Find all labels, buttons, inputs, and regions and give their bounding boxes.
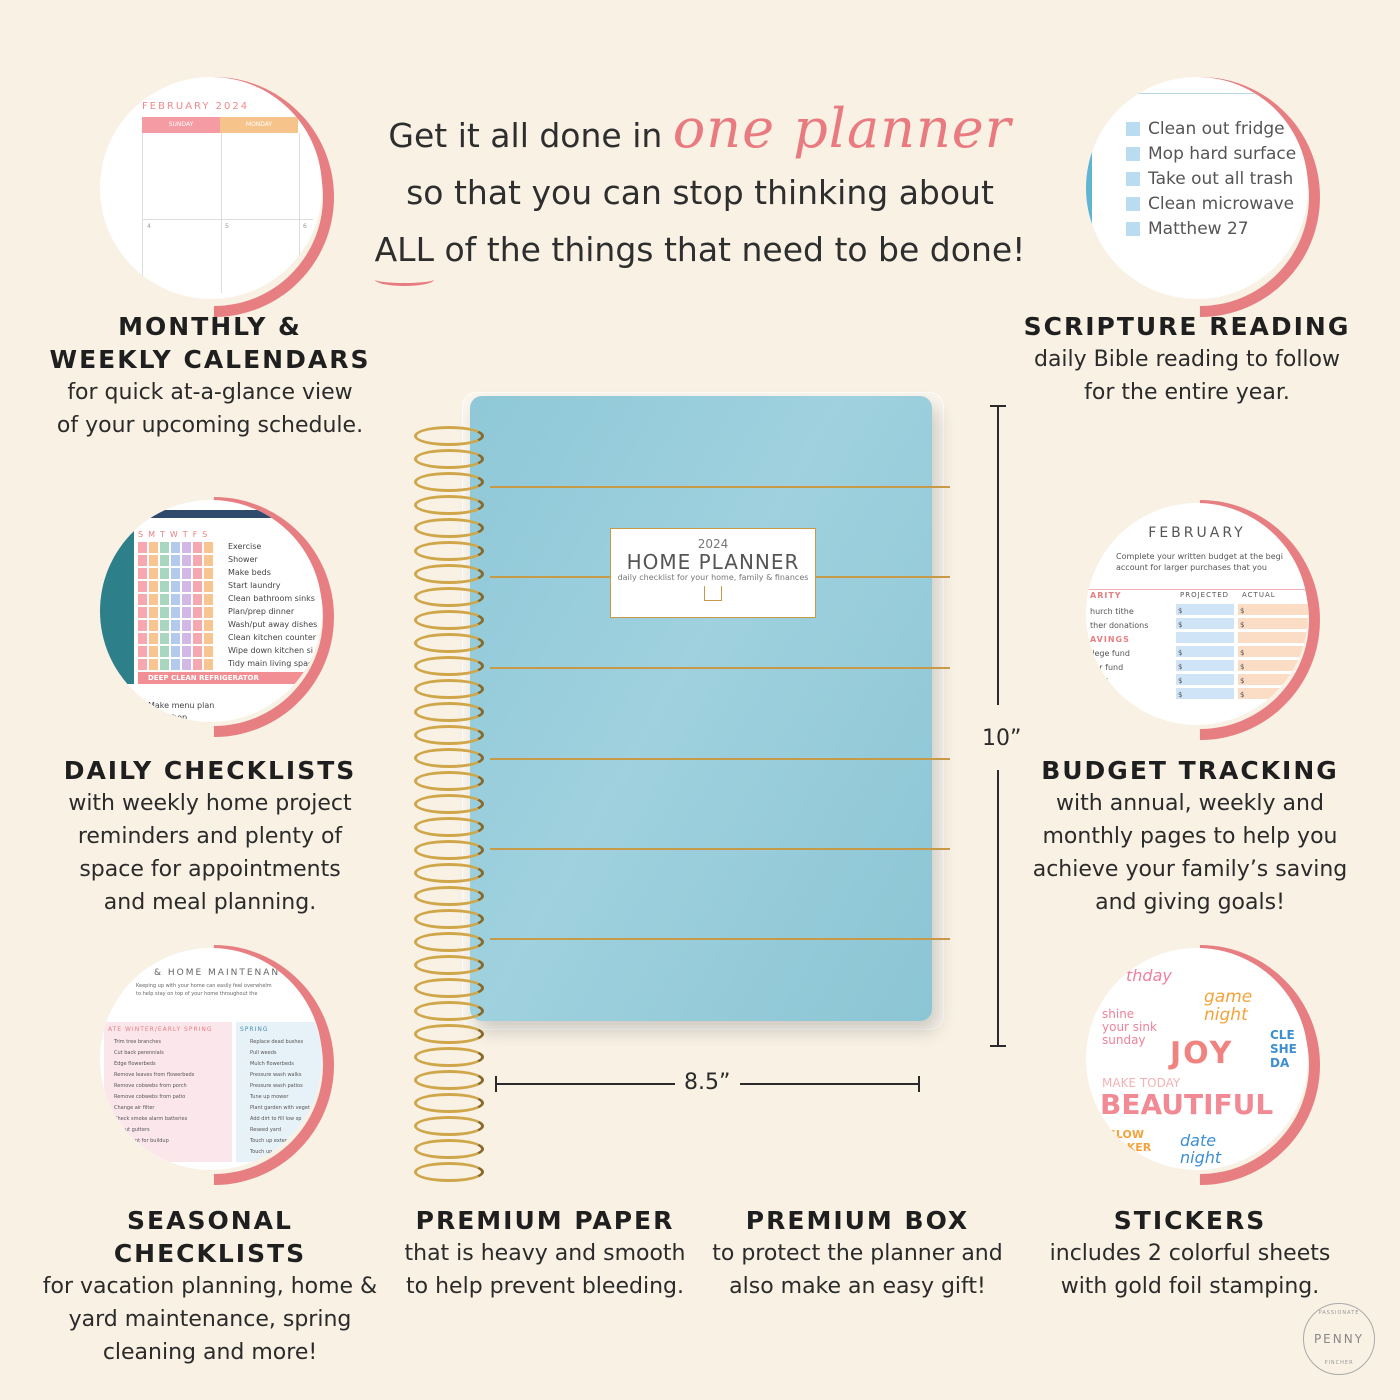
width-dimension-line xyxy=(740,1083,920,1085)
feature-desc: for the entire year. xyxy=(1084,380,1290,405)
calendar-preview xyxy=(100,77,322,299)
gold-stripe xyxy=(490,486,950,488)
budget-currency: $ $ $ $ $ $ xyxy=(1240,607,1245,699)
gold-stripe xyxy=(490,667,950,669)
height-dimension-line xyxy=(997,770,999,1045)
calendar-grid xyxy=(142,133,313,293)
spiral-coil xyxy=(414,495,484,515)
spiral-coil xyxy=(414,725,484,745)
calendar-col-monday: MONDAY xyxy=(220,117,298,133)
spiral-coil xyxy=(414,863,484,883)
feature-desc: includes 2 colorful sheets xyxy=(1049,1241,1331,1266)
feature-desc: for vacation planning, home & xyxy=(42,1274,378,1299)
spiral-coil xyxy=(414,748,484,768)
daily-extra: Make menu plan cery shop xyxy=(148,701,215,722)
sticker: MAKE TODAY xyxy=(1102,1076,1181,1090)
seasonal-checklist-preview xyxy=(100,948,322,1170)
feature-budget-tracking xyxy=(1020,754,1360,919)
feature-title: SEASONAL CHECKLISTS xyxy=(113,1206,307,1268)
logo-text: PENNY xyxy=(1313,1332,1365,1346)
feature-desc: space for appointments xyxy=(79,857,341,882)
planner-cover xyxy=(470,396,932,1021)
checkbox-icon xyxy=(1126,197,1140,211)
spiral-coil xyxy=(414,909,484,929)
logo-top-text: PASSIONATE xyxy=(1318,1310,1360,1316)
headline-line-2: so that you can stop thinking about xyxy=(406,173,994,212)
sticker: game night xyxy=(1204,987,1253,1025)
feature-desc: reminders and plenty of xyxy=(77,824,343,849)
feature-desc: monthly pages to help you xyxy=(1042,824,1338,849)
budget-projected-cells xyxy=(1176,604,1234,700)
budget-section: ARITY xyxy=(1090,591,1122,600)
budget-actual-cells xyxy=(1238,604,1308,700)
daily-project-bar: DEEP CLEAN REFRIGERATOR xyxy=(138,672,322,684)
height-label: 10” xyxy=(982,726,1022,751)
width-label: 8.5” xyxy=(684,1070,731,1095)
seasonal-col-right: SPRING Replace dead bushes Pull weeds Mulch flowerbeds Pressure wash walks Pressure wash patios Tune up mower Plant garden with veget Add dirt to fill low sp Reseed yard Touch up exter Touch up xyxy=(236,1022,322,1162)
gold-stripe xyxy=(490,848,950,850)
feature-desc: achieve your family’s saving xyxy=(1032,857,1348,882)
planner-year: 2024 xyxy=(697,537,729,551)
dimension-tick xyxy=(495,1076,497,1092)
spiral-coil xyxy=(414,449,484,469)
scripture-item: Take out all trash xyxy=(1126,167,1296,192)
scripture-list xyxy=(1126,117,1296,242)
spiral-coil xyxy=(414,564,484,584)
scripture-preview xyxy=(1086,77,1308,299)
calendar-day-number: 4 xyxy=(147,223,151,230)
gold-stripe xyxy=(490,938,950,940)
spiral-coil xyxy=(414,932,484,952)
budget-col-projected: PROJECTED xyxy=(1180,591,1230,599)
feature-title: STICKERS xyxy=(1113,1206,1267,1235)
sticker: date night xyxy=(1180,1131,1222,1167)
sticker: thday xyxy=(1126,966,1172,985)
scripture-item: Matthew 27 xyxy=(1126,217,1296,242)
spiral-coil xyxy=(414,1001,484,1021)
headline xyxy=(300,97,1100,278)
seasonal-heading: & HOME MAINTENAN xyxy=(154,968,281,978)
feature-desc: with gold foil stamping. xyxy=(1060,1274,1320,1299)
spiral-coil xyxy=(414,541,484,561)
spiral-coil xyxy=(414,679,484,699)
feature-title: SCRIPTURE READING xyxy=(1023,312,1351,341)
stickers-preview xyxy=(1086,948,1308,1170)
width-dimension-line xyxy=(495,1083,675,1085)
spiral-coil xyxy=(414,978,484,998)
scripture-item: Mop hard surface xyxy=(1126,142,1296,167)
feature-premium-paper xyxy=(400,1204,690,1303)
spiral-coil xyxy=(414,610,484,630)
headline-text: Get it all done in xyxy=(388,116,663,155)
daily-days: SMTWTFS xyxy=(138,530,213,539)
headline-line-1 xyxy=(300,97,1100,164)
feature-title: PREMIUM PAPER xyxy=(415,1206,675,1235)
seasonal-col-left: ATE WINTER/EARLY SPRING Trim tree branches Cut back perennials Edge flowerbeds Remove leaves from flowerbeds Remove cobwebs from porch Remove cobwebs from patio Change air filter Check smoke alarm batteries an out gutters dryer vent for buildup xyxy=(104,1022,232,1162)
budget-currency: $ $ $ $ $ $ xyxy=(1178,607,1183,699)
budget-rows: hurch tithe ther donations AVINGS llege fund car fund fund es xyxy=(1090,607,1149,700)
height-dimension-line xyxy=(997,405,999,705)
house-icon xyxy=(704,586,722,601)
sticker: CLE SHE DA xyxy=(1270,1028,1297,1070)
feature-desc: daily Bible reading to follow xyxy=(1033,347,1340,372)
spiral-coil xyxy=(414,886,484,906)
spiral-coil xyxy=(414,1024,484,1044)
spiral-coil xyxy=(414,1139,484,1159)
spiral-coil xyxy=(414,426,484,446)
calendar-day-number: 6 xyxy=(303,223,307,230)
sticker: BEAUTIFUL xyxy=(1100,1088,1274,1121)
budget-preview xyxy=(1086,503,1308,725)
planner-image xyxy=(462,396,942,1028)
feature-monthly-calendars xyxy=(40,310,380,442)
headline-line-3 xyxy=(300,221,1100,278)
spiral-coil xyxy=(414,1162,484,1182)
checkbox-icon xyxy=(1126,222,1140,236)
daily-checklist-preview xyxy=(100,500,322,722)
feature-desc: to help prevent bleeding. xyxy=(406,1274,684,1299)
feature-desc: for quick at-a-glance view xyxy=(67,380,353,405)
feature-desc: of your upcoming schedule. xyxy=(56,413,364,438)
feature-desc: with weekly home project xyxy=(68,791,352,816)
spiral-coil xyxy=(414,656,484,676)
sticker: JOY xyxy=(1170,1036,1234,1071)
feature-daily-checklists xyxy=(40,754,380,919)
dimension-tick xyxy=(990,1045,1006,1047)
feature-desc: and giving goals! xyxy=(1095,890,1285,915)
spiral-coil xyxy=(414,955,484,975)
feature-desc: and meal planning. xyxy=(103,890,317,915)
feature-seasonal-checklists xyxy=(30,1204,390,1369)
dimension-tick xyxy=(990,405,1006,407)
calendar-month: FEBRUARY 2024 xyxy=(142,101,250,112)
spiral-coil xyxy=(414,817,484,837)
spiral-coil xyxy=(414,1070,484,1090)
spiral-coil xyxy=(414,1093,484,1113)
logo-bottom-text: PINCHER xyxy=(1324,1360,1354,1366)
spiral-coil xyxy=(414,702,484,722)
scripture-item: Clean out fridge xyxy=(1126,117,1296,142)
sticker: SLOW OOKER day xyxy=(1108,1128,1152,1167)
feature-premium-box xyxy=(710,1204,1005,1303)
feature-desc: yard maintenance, spring xyxy=(68,1307,352,1332)
brand-logo xyxy=(1303,1303,1375,1375)
planner-label xyxy=(610,528,816,618)
spiral-coil xyxy=(414,794,484,814)
feature-desc: with annual, weekly and xyxy=(1056,791,1324,816)
spiral-coil xyxy=(414,472,484,492)
planner-spiral xyxy=(414,426,484,1185)
planner-title: HOME PLANNER xyxy=(626,550,800,574)
feature-title: MONTHLY & xyxy=(118,312,302,341)
headline-emphasis: ALL xyxy=(375,221,434,278)
spiral-coil xyxy=(414,1047,484,1067)
feature-title: WEEKLY CALENDARS xyxy=(49,345,371,374)
headline-text: of the things that need to be done! xyxy=(444,230,1026,269)
feature-scripture-reading xyxy=(1020,310,1354,409)
dimension-tick xyxy=(918,1076,920,1092)
planner-subtitle: daily checklist for your home, family & finances xyxy=(617,573,809,582)
feature-desc: also make an easy gift! xyxy=(729,1274,986,1299)
checkbox-icon xyxy=(1126,122,1140,136)
spiral-coil xyxy=(414,518,484,538)
feature-desc: cleaning and more! xyxy=(102,1340,318,1365)
calendar-day-number: 5 xyxy=(225,223,229,230)
feature-desc: that is heavy and smooth xyxy=(404,1241,686,1266)
feature-title: DAILY CHECKLISTS xyxy=(63,756,357,785)
seasonal-intro: Keeping up with your home can easily feel overwhelm to help stay on top of your home throughout the xyxy=(136,983,272,997)
budget-intro: Complete your written budget at the begi account for larger purchases that you xyxy=(1116,552,1283,572)
budget-col-actual: ACTUAL xyxy=(1242,591,1276,599)
feature-title: BUDGET TRACKING xyxy=(1041,756,1339,785)
calendar-col-sunday: SUNDAY xyxy=(142,117,220,133)
budget-month: FEBRUARY xyxy=(1148,525,1246,541)
checkbox-icon xyxy=(1126,147,1140,161)
spiral-coil xyxy=(414,587,484,607)
gold-stripe xyxy=(490,758,950,760)
headline-script: one planner xyxy=(672,97,1012,160)
sticker: shine your sink sunday xyxy=(1102,1007,1157,1047)
feature-title: PREMIUM BOX xyxy=(745,1206,970,1235)
daily-items: Exercise Shower Make beds Start laundry Clean bathroom sinks Plan/prep dinner Wash/put away dishes Clean kitchen counter Wipe down kitchen si Tidy main living spac xyxy=(228,542,318,668)
spiral-coil xyxy=(414,1116,484,1136)
scripture-item: Clean microwave xyxy=(1126,192,1296,217)
spiral-coil xyxy=(414,771,484,791)
spiral-coil xyxy=(414,633,484,653)
checkbox-icon xyxy=(1126,172,1140,186)
feature-stickers xyxy=(1030,1204,1350,1303)
feature-desc: to protect the planner and xyxy=(712,1241,1003,1266)
spiral-coil xyxy=(414,840,484,860)
